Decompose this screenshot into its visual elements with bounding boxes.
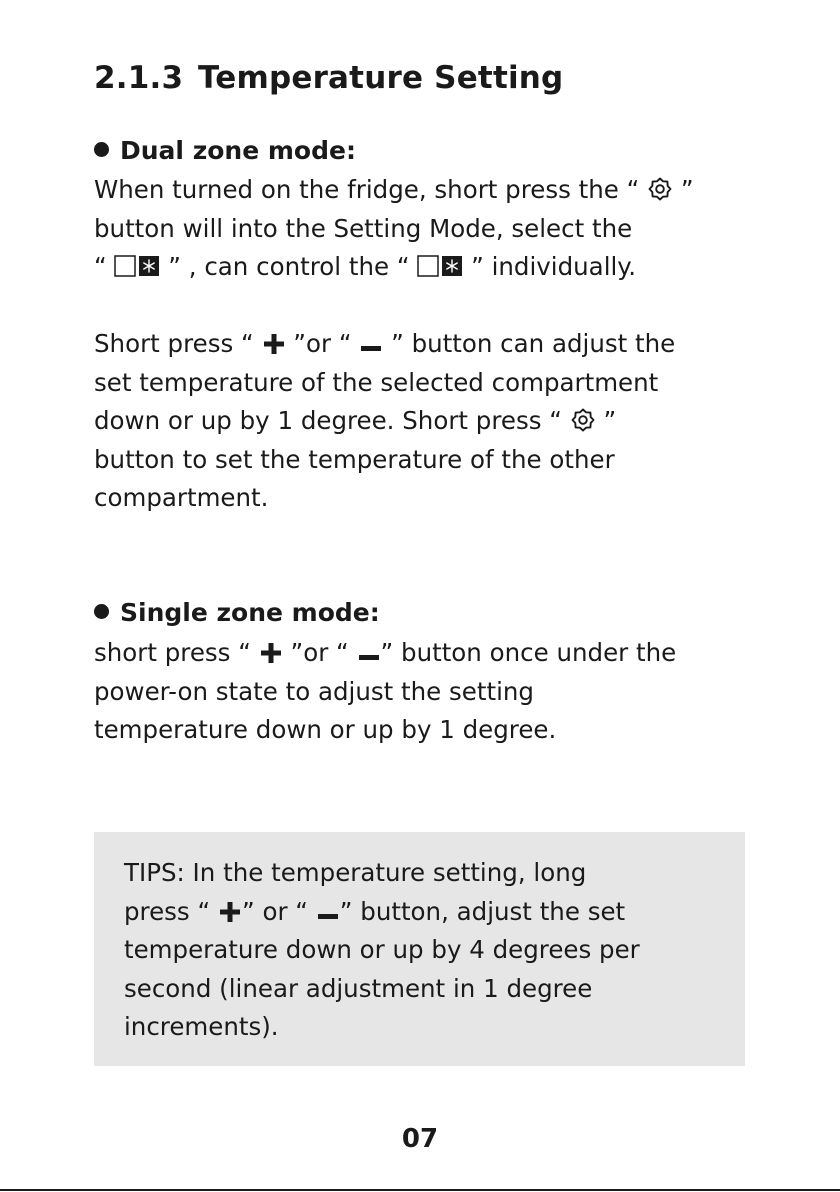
text-line	[94, 673, 676, 712]
text-line	[94, 634, 676, 673]
text-line	[94, 325, 694, 364]
page-number: 07	[401, 1124, 439, 1154]
text-span: short press “	[94, 638, 259, 667]
text-span: press “	[124, 896, 218, 926]
text-span: ” individually.	[463, 252, 637, 281]
zone-icon	[114, 253, 160, 279]
plus-icon	[259, 641, 283, 665]
dual-zone-heading	[94, 136, 356, 165]
text-line	[94, 479, 694, 518]
text-span: power-on state to adjust the setting	[94, 676, 534, 706]
text-line	[94, 364, 694, 403]
text-line	[124, 893, 640, 932]
text-span: When turned on the fridge, short press the “	[94, 175, 648, 204]
text-line	[94, 248, 694, 287]
text-span: temperature down or up by 4 degrees per	[124, 935, 640, 964]
settings-icon	[647, 176, 673, 202]
text-line	[124, 970, 640, 1009]
text-span: ”	[595, 406, 617, 435]
text-span: ” button, adjust the set	[339, 896, 626, 926]
text-span: Short press “	[94, 329, 262, 358]
text-span: button to set the temperature of the other	[94, 444, 615, 474]
text-line	[94, 711, 676, 750]
text-span: set temperature of the selected compartment	[94, 367, 659, 397]
text-line	[94, 441, 694, 480]
plus-icon	[262, 332, 286, 356]
dual-zone-title: Dual zone mode:	[120, 136, 356, 165]
text-span: down or up by 1 degree. Short press “	[94, 406, 570, 435]
section-title: Temperature Setting	[198, 60, 564, 96]
text-span: second (linear adjustment in 1 degree	[124, 973, 593, 1003]
text-span: ” , can control the “	[160, 252, 418, 281]
text-line	[124, 931, 640, 970]
minus-icon	[316, 900, 340, 924]
text-span: ”or “	[285, 329, 360, 358]
minus-icon	[359, 332, 383, 356]
zone-icon	[417, 253, 463, 279]
text-span: compartment.	[94, 483, 269, 512]
text-line	[124, 854, 640, 893]
bullet-dot	[94, 142, 109, 157]
text-span: increments).	[124, 1012, 279, 1041]
text-line	[94, 402, 694, 441]
text-span: button will into the Setting Mode, select the	[94, 213, 633, 243]
single-zone-text	[94, 634, 676, 750]
text-span: ”or “	[282, 638, 357, 667]
minus-icon	[357, 641, 381, 665]
section-number: 2.1.3	[94, 60, 184, 96]
text-span: ” button once under the	[380, 638, 677, 667]
bottom-rule	[0, 1189, 840, 1191]
single-zone-title: Single zone mode:	[120, 598, 380, 627]
text-span: “	[94, 252, 115, 281]
text-line	[94, 287, 694, 326]
text-span: ” button can adjust the	[383, 329, 676, 358]
single-zone-heading	[94, 598, 380, 627]
section-heading	[94, 60, 563, 96]
tips-text	[124, 854, 640, 1047]
dual-zone-text	[94, 171, 694, 518]
text-span: TIPS: In the temperature setting, long	[124, 858, 587, 887]
text-line	[94, 171, 694, 210]
text-span: ” or “	[241, 896, 316, 926]
text-span: ”	[673, 175, 694, 204]
tips-box	[94, 832, 745, 1066]
bullet-dot	[94, 604, 109, 619]
text-line	[124, 1008, 640, 1047]
plus-icon	[218, 900, 242, 924]
text-span: temperature down or up by 1 degree.	[94, 715, 557, 744]
text-line	[94, 210, 694, 249]
settings-icon	[570, 407, 596, 433]
